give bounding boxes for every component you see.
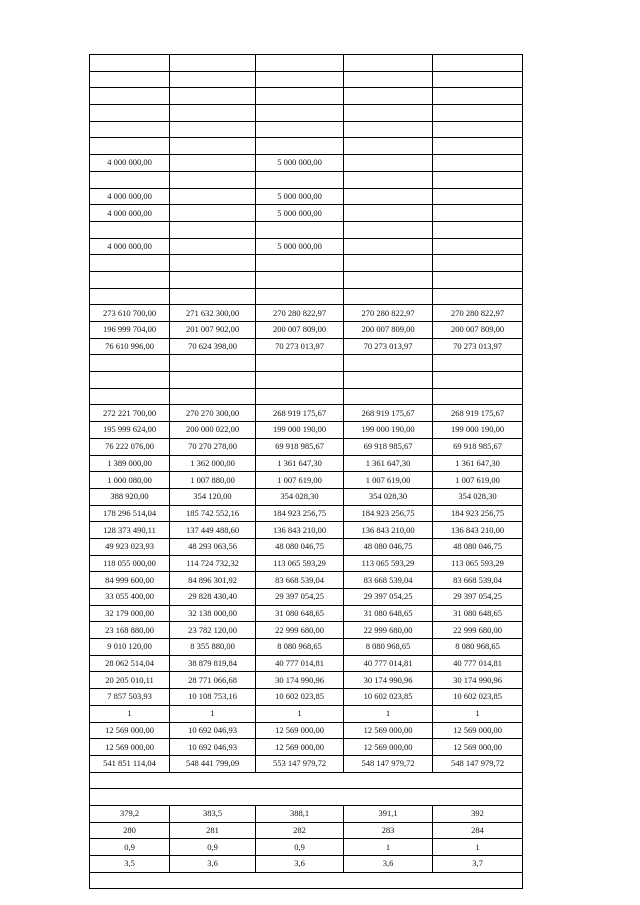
table-cell — [256, 55, 344, 72]
table-row — [90, 255, 523, 272]
table-cell: 10 692 046,93 — [170, 722, 256, 739]
table-cell: 29 397 054,25 — [256, 589, 344, 606]
table-cell: 31 080 648,65 — [433, 605, 523, 622]
table-cell: 196 999 704,00 — [90, 322, 170, 339]
table-row — [90, 238, 523, 255]
table-cell: 4 000 000,00 — [90, 188, 170, 205]
table-row — [90, 822, 523, 839]
table-cell: 10 108 753,16 — [170, 689, 256, 706]
table-cell: 0,9 — [256, 839, 344, 856]
table-cell: 184 923 256,75 — [256, 505, 344, 522]
table-row — [90, 672, 523, 689]
table-cell — [90, 288, 170, 305]
table-row — [90, 689, 523, 706]
table-row — [90, 138, 523, 155]
table-cell — [433, 372, 523, 389]
table-body — [90, 55, 523, 889]
table-cell — [344, 88, 433, 105]
table-cell — [344, 372, 433, 389]
table-cell: 1 007 880,00 — [170, 472, 256, 489]
table-cell: 118 055 000,00 — [90, 555, 170, 572]
table-cell — [433, 121, 523, 138]
table-cell: 392 — [433, 805, 523, 822]
table-cell — [256, 71, 344, 88]
table-cell: 10 602 023,85 — [256, 689, 344, 706]
table-row — [90, 121, 523, 138]
table-cell: 201 007 902,00 — [170, 322, 256, 339]
table-cell — [170, 171, 256, 188]
table-cell — [90, 121, 170, 138]
table-cell: 76 222 076,00 — [90, 438, 170, 455]
table-cell: 83 668 539,04 — [256, 572, 344, 589]
table-row — [90, 155, 523, 172]
table-cell — [90, 372, 170, 389]
table-cell — [256, 271, 344, 288]
table-cell — [344, 121, 433, 138]
table-row — [90, 739, 523, 756]
table-cell: 12 569 000,00 — [256, 722, 344, 739]
table-row — [90, 755, 523, 772]
table-row — [90, 622, 523, 639]
table-cell — [433, 288, 523, 305]
table-cell — [256, 388, 344, 405]
table-cell: 48 080 046,75 — [433, 538, 523, 555]
table-cell: 5 000 000,00 — [256, 188, 344, 205]
table-cell: 200 000 022,00 — [170, 422, 256, 439]
table-cell: 383,5 — [170, 805, 256, 822]
table-row — [90, 422, 523, 439]
table-cell: 84 999 600,00 — [90, 572, 170, 589]
table-cell: 1 — [170, 705, 256, 722]
table-cell — [433, 88, 523, 105]
table-cell: 271 632 300,00 — [170, 305, 256, 322]
table-cell — [344, 105, 433, 122]
table-row — [90, 455, 523, 472]
table-cell — [170, 155, 256, 172]
table-cell — [256, 221, 344, 238]
table-cell: 8 080 968,65 — [433, 639, 523, 656]
table-cell — [170, 121, 256, 138]
table-cell: 136 843 210,00 — [256, 522, 344, 539]
table-row — [90, 205, 523, 222]
table-cell: 136 843 210,00 — [344, 522, 433, 539]
table-cell — [170, 138, 256, 155]
table-cell: 48 080 046,75 — [256, 538, 344, 555]
table-cell: 199 000 190,00 — [433, 422, 523, 439]
table-cell — [170, 271, 256, 288]
table-cell: 30 174 990,96 — [256, 672, 344, 689]
table-cell: 12 569 000,00 — [90, 722, 170, 739]
table-row — [90, 605, 523, 622]
table-cell: 200 007 809,00 — [433, 322, 523, 339]
table-cell: 391,1 — [344, 805, 433, 822]
table-cell: 22 999 680,00 — [433, 622, 523, 639]
table-cell: 283 — [344, 822, 433, 839]
table-cell: 83 668 539,04 — [344, 572, 433, 589]
table-cell: 12 569 000,00 — [256, 739, 344, 756]
table-cell: 281 — [170, 822, 256, 839]
table-row — [90, 538, 523, 555]
table-cell: 22 999 680,00 — [256, 622, 344, 639]
table-row — [90, 305, 523, 322]
table-cell: 4 000 000,00 — [90, 205, 170, 222]
table-cell — [344, 205, 433, 222]
table-cell: 136 843 210,00 — [433, 522, 523, 539]
table-cell — [256, 171, 344, 188]
table-cell: 8 355 880,00 — [170, 639, 256, 656]
table-row — [90, 288, 523, 305]
table-cell — [256, 255, 344, 272]
table-cell: 379,2 — [90, 805, 170, 822]
table-cell: 128 373 490,11 — [90, 522, 170, 539]
table-row — [90, 372, 523, 389]
table-cell: 22 999 680,00 — [344, 622, 433, 639]
table-cell — [344, 71, 433, 88]
table-cell: 9 010 120,00 — [90, 639, 170, 656]
table-cell — [256, 88, 344, 105]
table-cell: 1 361 647,30 — [256, 455, 344, 472]
table-cell: 29 397 054,25 — [344, 589, 433, 606]
table-cell: 284 — [433, 822, 523, 839]
table-cell — [90, 271, 170, 288]
table-cell: 31 080 648,65 — [256, 605, 344, 622]
table-cell: 40 777 014,81 — [433, 655, 523, 672]
table-cell: 4 000 000,00 — [90, 238, 170, 255]
table-row — [90, 789, 523, 806]
table-cell: 268 919 175,67 — [433, 405, 523, 422]
table-cell: 548 147 979,72 — [344, 755, 433, 772]
table-cell: 69 918 985,67 — [433, 438, 523, 455]
table-cell: 23 782 120,00 — [170, 622, 256, 639]
table-cell: 184 923 256,75 — [433, 505, 523, 522]
table-row — [90, 221, 523, 238]
table-cell: 354 120,00 — [170, 488, 256, 505]
table-cell — [433, 355, 523, 372]
table-cell: 48 293 063,56 — [170, 538, 256, 555]
table-cell — [433, 271, 523, 288]
table-cell: 32 138 000,00 — [170, 605, 256, 622]
table-cell — [344, 355, 433, 372]
table-cell: 10 602 023,85 — [433, 689, 523, 706]
table-row — [90, 856, 523, 873]
table-cell — [344, 288, 433, 305]
table-cell-wide — [90, 872, 523, 889]
table-cell — [433, 238, 523, 255]
table-cell — [344, 171, 433, 188]
table-cell: 3,7 — [433, 856, 523, 873]
table-cell — [256, 138, 344, 155]
table-cell: 199 000 190,00 — [256, 422, 344, 439]
table-row — [90, 472, 523, 489]
table-cell: 8 080 968,65 — [344, 639, 433, 656]
table-cell: 70 270 278,00 — [170, 438, 256, 455]
table-cell: 1 — [344, 839, 433, 856]
table-cell: 548 441 799,09 — [170, 755, 256, 772]
table-cell: 30 174 990,96 — [433, 672, 523, 689]
table-cell — [433, 188, 523, 205]
table-cell: 184 923 256,75 — [344, 505, 433, 522]
table-cell-wide — [90, 789, 523, 806]
table-cell: 10 692 046,93 — [170, 739, 256, 756]
table-cell: 69 918 985,67 — [256, 438, 344, 455]
table-cell: 48 080 046,75 — [344, 538, 433, 555]
table-cell — [433, 138, 523, 155]
table-cell: 199 000 190,00 — [344, 422, 433, 439]
table-cell: 388,1 — [256, 805, 344, 822]
table-cell: 0,9 — [90, 839, 170, 856]
table-cell — [344, 138, 433, 155]
table-cell: 1 — [344, 705, 433, 722]
table-row — [90, 639, 523, 656]
table-row — [90, 188, 523, 205]
table-cell — [90, 71, 170, 88]
table-cell — [170, 105, 256, 122]
table-cell: 1 362 000,00 — [170, 455, 256, 472]
table-row — [90, 705, 523, 722]
table-cell: 31 080 648,65 — [344, 605, 433, 622]
table-cell: 1 361 647,30 — [344, 455, 433, 472]
table-row — [90, 322, 523, 339]
table-cell: 3,6 — [170, 856, 256, 873]
table-cell: 3,6 — [256, 856, 344, 873]
table-cell: 354 028,30 — [344, 488, 433, 505]
table-cell: 49 923 023,93 — [90, 538, 170, 555]
table-cell: 113 065 593,29 — [344, 555, 433, 572]
table-cell — [90, 221, 170, 238]
table-row — [90, 572, 523, 589]
table-cell: 32 179 000,00 — [90, 605, 170, 622]
table-cell: 1 389 000,00 — [90, 455, 170, 472]
table-cell: 553 147 979,72 — [256, 755, 344, 772]
table-row — [90, 405, 523, 422]
table-cell — [344, 221, 433, 238]
table-cell: 272 221 700,00 — [90, 405, 170, 422]
table-cell: 70 273 013,97 — [344, 338, 433, 355]
table-cell — [256, 355, 344, 372]
table-cell: 137 449 488,60 — [170, 522, 256, 539]
table-row — [90, 355, 523, 372]
table-row — [90, 522, 523, 539]
table-cell: 1 — [256, 705, 344, 722]
table-cell — [433, 171, 523, 188]
table-cell — [170, 71, 256, 88]
table-row — [90, 88, 523, 105]
table-cell — [170, 255, 256, 272]
table-cell: 178 296 514,04 — [90, 505, 170, 522]
table-cell — [90, 388, 170, 405]
table-cell: 5 000 000,00 — [256, 238, 344, 255]
data-table — [89, 54, 523, 889]
table-cell: 273 610 700,00 — [90, 305, 170, 322]
table-cell-wide — [90, 772, 523, 789]
table-cell — [433, 388, 523, 405]
table-row — [90, 655, 523, 672]
table-cell: 270 280 822,97 — [256, 305, 344, 322]
table-row — [90, 105, 523, 122]
table-cell: 3,5 — [90, 856, 170, 873]
table-cell: 388 920,00 — [90, 488, 170, 505]
table-row — [90, 722, 523, 739]
table-cell — [90, 255, 170, 272]
table-cell: 541 851 114,04 — [90, 755, 170, 772]
table-row — [90, 55, 523, 72]
table-cell: 1 000 080,00 — [90, 472, 170, 489]
table-row — [90, 388, 523, 405]
table-cell: 29 828 430,40 — [170, 589, 256, 606]
table-row — [90, 839, 523, 856]
table-cell: 10 602 023,85 — [344, 689, 433, 706]
table-cell: 33 055 400,00 — [90, 589, 170, 606]
table-cell: 7 857 503,93 — [90, 689, 170, 706]
table-row — [90, 171, 523, 188]
table-cell: 280 — [90, 822, 170, 839]
table-cell: 268 919 175,67 — [256, 405, 344, 422]
table-cell — [90, 355, 170, 372]
table-cell: 548 147 979,72 — [433, 755, 523, 772]
table-cell — [433, 255, 523, 272]
table-cell: 12 569 000,00 — [433, 739, 523, 756]
table-cell: 270 280 822,97 — [344, 305, 433, 322]
table-cell — [433, 155, 523, 172]
table-cell: 354 028,30 — [433, 488, 523, 505]
table-cell — [256, 105, 344, 122]
table-cell: 282 — [256, 822, 344, 839]
table-cell: 1 — [90, 705, 170, 722]
table-cell — [170, 372, 256, 389]
table-cell — [170, 221, 256, 238]
table-cell — [344, 238, 433, 255]
table-cell: 185 742 552,16 — [170, 505, 256, 522]
table-cell — [256, 372, 344, 389]
table-row — [90, 555, 523, 572]
table-cell: 23 168 880,00 — [90, 622, 170, 639]
table-cell: 0,9 — [170, 839, 256, 856]
table-cell — [344, 55, 433, 72]
table-cell: 29 397 054,25 — [433, 589, 523, 606]
table-cell: 8 080 968,65 — [256, 639, 344, 656]
table-cell — [256, 121, 344, 138]
table-cell: 38 879 819,84 — [170, 655, 256, 672]
table-cell: 84 896 301,92 — [170, 572, 256, 589]
table-cell: 70 273 013,97 — [433, 338, 523, 355]
table-cell — [170, 238, 256, 255]
table-cell — [344, 271, 433, 288]
table-cell — [170, 205, 256, 222]
table-cell: 195 999 624,00 — [90, 422, 170, 439]
table-cell: 70 624 398,00 — [170, 338, 256, 355]
table-cell — [170, 88, 256, 105]
table-row — [90, 872, 523, 889]
table-cell: 270 270 300,00 — [170, 405, 256, 422]
table-row — [90, 438, 523, 455]
table-cell: 12 569 000,00 — [433, 722, 523, 739]
table-cell — [433, 205, 523, 222]
table-cell: 40 777 014,81 — [344, 655, 433, 672]
table-cell: 1 007 619,00 — [433, 472, 523, 489]
table-cell: 1 — [433, 839, 523, 856]
table-cell — [90, 105, 170, 122]
table-row — [90, 71, 523, 88]
table-cell: 83 668 539,04 — [433, 572, 523, 589]
table-cell — [170, 55, 256, 72]
table-cell — [433, 105, 523, 122]
table-cell — [90, 138, 170, 155]
table-cell — [433, 71, 523, 88]
table-cell: 70 273 013,97 — [256, 338, 344, 355]
table-cell — [170, 355, 256, 372]
table-cell: 268 919 175,67 — [344, 405, 433, 422]
table-cell: 270 280 822,97 — [433, 305, 523, 322]
table-cell — [256, 288, 344, 305]
table-row — [90, 505, 523, 522]
table-cell: 200 007 809,00 — [256, 322, 344, 339]
table-cell — [170, 388, 256, 405]
table-cell — [90, 55, 170, 72]
table-cell: 1 007 619,00 — [344, 472, 433, 489]
table-cell — [433, 55, 523, 72]
table-cell: 12 569 000,00 — [344, 739, 433, 756]
table-cell: 114 724 732,32 — [170, 555, 256, 572]
table-cell: 20 205 010,11 — [90, 672, 170, 689]
table-row — [90, 271, 523, 288]
table-cell: 12 569 000,00 — [90, 739, 170, 756]
table-cell: 40 777 014,81 — [256, 655, 344, 672]
table-cell — [90, 171, 170, 188]
table-cell: 76 610 996,00 — [90, 338, 170, 355]
table-cell: 354 028,30 — [256, 488, 344, 505]
table-cell: 69 918 985,67 — [344, 438, 433, 455]
table-row — [90, 772, 523, 789]
table-row — [90, 805, 523, 822]
table-cell: 3,6 — [344, 856, 433, 873]
table-row — [90, 589, 523, 606]
table-cell — [344, 255, 433, 272]
table-cell: 1 — [433, 705, 523, 722]
table-cell: 113 065 593,29 — [256, 555, 344, 572]
table-cell — [170, 188, 256, 205]
table-cell: 28 771 066,68 — [170, 672, 256, 689]
table-cell — [344, 188, 433, 205]
table-cell: 12 569 000,00 — [344, 722, 433, 739]
table-cell — [344, 155, 433, 172]
table-cell: 113 065 593,29 — [433, 555, 523, 572]
table-row — [90, 488, 523, 505]
table-cell: 1 007 619,00 — [256, 472, 344, 489]
table-cell: 200 007 809,00 — [344, 322, 433, 339]
table-cell — [90, 88, 170, 105]
table-cell — [344, 388, 433, 405]
table-cell: 5 000 000,00 — [256, 155, 344, 172]
table-cell: 30 174 990,96 — [344, 672, 433, 689]
table-cell: 5 000 000,00 — [256, 205, 344, 222]
table-cell: 4 000 000,00 — [90, 155, 170, 172]
table-cell: 1 361 647,30 — [433, 455, 523, 472]
table-cell: 28 062 514,04 — [90, 655, 170, 672]
table-cell — [170, 288, 256, 305]
table-cell — [433, 221, 523, 238]
table-row — [90, 338, 523, 355]
